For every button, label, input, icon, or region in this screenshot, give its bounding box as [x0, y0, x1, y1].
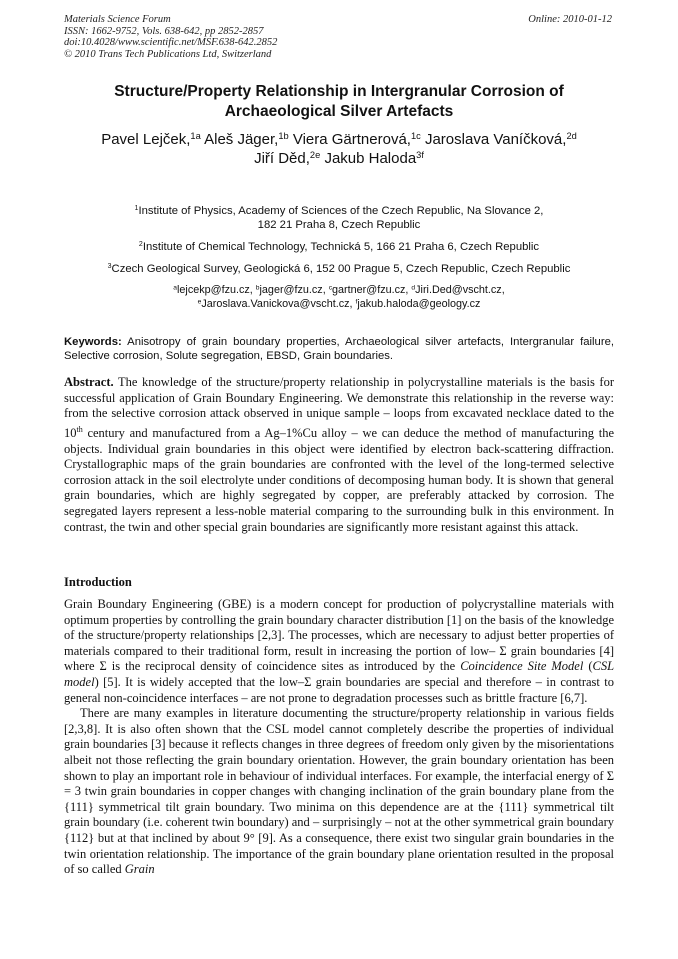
abstract-text: The knowledge of the structure/property relationship in polycrystalline materials is the basis for successful application of Grain Boundary Engineering. We demonstrate this relationship in the reverse way: from the selective corrosion attack observed in unique sample – loops from excavated necklace dated to the 10: [64, 375, 614, 440]
journal-name: Materials Science Forum: [64, 14, 171, 25]
author-name: Jaroslava Vaníčková,: [424, 131, 567, 148]
email-link[interactable]: gartner@fzu.cz,: [332, 284, 409, 296]
email-line-1: $^a$lejcekp@fzu.cz, $^b$jager@fzu.cz, $^c$gartner@fzu.cz, $^d$Jiri.Ded@vscht.cz,: [173, 284, 505, 296]
author-name: Jakub Haloda: [324, 150, 417, 167]
paragraph: Grain Boundary Engineering (GBE) is a modern concept for production of polycrystalline materials with optimum properties by controlling the grain boundary character distribution [1] on the basis of the knowledge of the structure/property relationships [2,3]. The processes, which are necessary to adjust better properties of materials compared to their traditional form, result in increasing the portion of low– Σ grain boundaries [4] where Σ is the reciprocal density of coincidence sites as introduced by the Coincidence Site Model (CSL model) [5]. It is widely accepted that the low–Σ grain boundaries are special and therefore – in contrast to general non-coincidence interfaces – are not prone to degradation processes such as brittle fracture [6,7].: [64, 597, 615, 705]
author-mark: 3f: [416, 149, 424, 160]
email-link[interactable]: lejcekp@fzu.cz,: [177, 284, 253, 296]
affiliation-text: Institute of Chemical Technology, Technická 5, 166 21 Praha 6, Czech Republic: [142, 241, 540, 253]
author-name: Pavel Lejček,: [101, 131, 191, 148]
author-line-2: [64, 149, 614, 168]
author-list: [64, 130, 614, 168]
author-mark: 1a: [190, 130, 201, 141]
abstract-superscript: th: [76, 424, 83, 434]
affiliation-mark: 1: [134, 205, 139, 213]
author-mark: 2e: [309, 149, 321, 160]
affiliation-1: [64, 204, 614, 232]
title-line-1: Structure/Property Relationship in Intergranular Corrosion of: [114, 83, 564, 100]
affiliation-text: Czech Geological Survey, Geologická 6, 152 00 Prague 5, Czech Republic, Czech Republic: [111, 263, 571, 275]
title-line-2: Archaeological Silver Artefacts: [224, 103, 454, 120]
keywords-text: Anisotropy of grain boundary properties, Archaeological silver artefacts, Intergranular failure, Selective corrosion, Solute segregation, EBSD, Grain boundaries.: [64, 336, 615, 362]
journal-header: [64, 14, 277, 60]
author-mark: 2d: [566, 130, 577, 141]
email-link[interactable]: jager@fzu.cz,: [259, 284, 326, 296]
email-line-2: $^e$Jaroslava.Vanickova@vscht.cz, $^f$jakub.haloda@geology.cz: [197, 298, 481, 310]
emphasis: CSL model: [64, 659, 615, 689]
section-heading: Introduction: [64, 575, 132, 589]
email-link[interactable]: Jaroslava.Vanickova@vscht.cz,: [201, 298, 353, 310]
affiliation-text: Institute of Physics, Academy of Sciences of the Czech Republic, Na Slovance 2,: [138, 205, 544, 217]
online-date: Online: 2010-01-12: [528, 14, 612, 25]
affiliation-mark: 2: [138, 241, 143, 249]
affiliation-text: 182 21 Praha 8, Czech Republic: [257, 219, 421, 231]
email-link[interactable]: jakub.haloda@geology.cz: [357, 298, 481, 310]
author-mark: 1b: [278, 130, 289, 141]
emphasis: Grain: [124, 862, 155, 877]
copyright-line: © 2010 Trans Tech Publications Ltd, Switzerland: [64, 48, 272, 60]
affiliation-2: [64, 240, 614, 254]
author-mark: 1c: [410, 130, 421, 141]
affiliation-mark: 3: [107, 263, 112, 271]
abstract-text: century and manufactured from a Ag–1%Cu alloy – we can deduce the method of manufacturing the objects. Individual grain boundaries in this object were identified by electron back-scattering diffraction. Crystallographic maps of the grain boundaries are confronted with the level of the long-termed selective corrosion attack in the soil electrolyte under conditions of decomposing human body. It is shown that general grain boundaries, which are highly segregated by copper, are preferably attacked by corrosion. The segregated layers represent a less-noble material comparing to the surrounding bulk in this environment. In contrast, the twin and other special grain boundaries are significantly more resistant against this attack.: [64, 425, 614, 534]
doi-line[interactable]: doi:10.4028/www.scientific.net/MSF.638-642.2852: [64, 37, 278, 48]
emphasis: Coincidence Site Model: [460, 659, 584, 674]
keywords-block: [64, 335, 614, 363]
affiliation-3: [64, 262, 614, 276]
introduction-body: [64, 597, 614, 878]
author-name: Aleš Jäger,: [204, 131, 279, 148]
abstract-label: Abstract.: [64, 375, 114, 389]
email-link[interactable]: Jiri.Ded@vscht.cz,: [415, 284, 505, 296]
paper-title: [64, 82, 614, 122]
abstract-block: [64, 375, 614, 535]
keywords-label: Keywords:: [64, 336, 122, 348]
author-name: Jiří Děd,: [254, 150, 310, 167]
email-list: [64, 283, 614, 311]
author-name: Viera Gärtnerová,: [292, 131, 411, 148]
author-line-1: [64, 130, 614, 149]
issn-line: ISSN: 1662-9752, Vols. 638-642, pp 2852-2857: [64, 25, 264, 37]
paragraph: There are many examples in literature documenting the structure/property relationship in various fields [2,3,8]. It is also often shown that the CSL model cannot completely describe the properties of individual grain boundaries [3] because it reflects changes in three degrees of freedom only given by the misorientations albeit not those reflecting the grain boundary orientation. However, the grain boundary orientation has been shown to play an important role in behaviour of individual interfaces. For example, the interfacial energy of Σ = 3 twin grain boundaries in copper changes with changing inclination of the grain boundary plane from the {111} symmetrical tilt grain boundary. Two minima on this dependence are at the {111} symmetrical tilt grain boundary (i.e. coherent twin boundary) and – surprisingly – not at the other symmetrical grain boundary {112} but at that inclined by about 9° [9]. As a consequence, there exist two singular grain boundaries in the twin orientation relationship. The importance of the grain boundary plane orientation resulted in the proposal of so called Grain: [64, 706, 614, 877]
